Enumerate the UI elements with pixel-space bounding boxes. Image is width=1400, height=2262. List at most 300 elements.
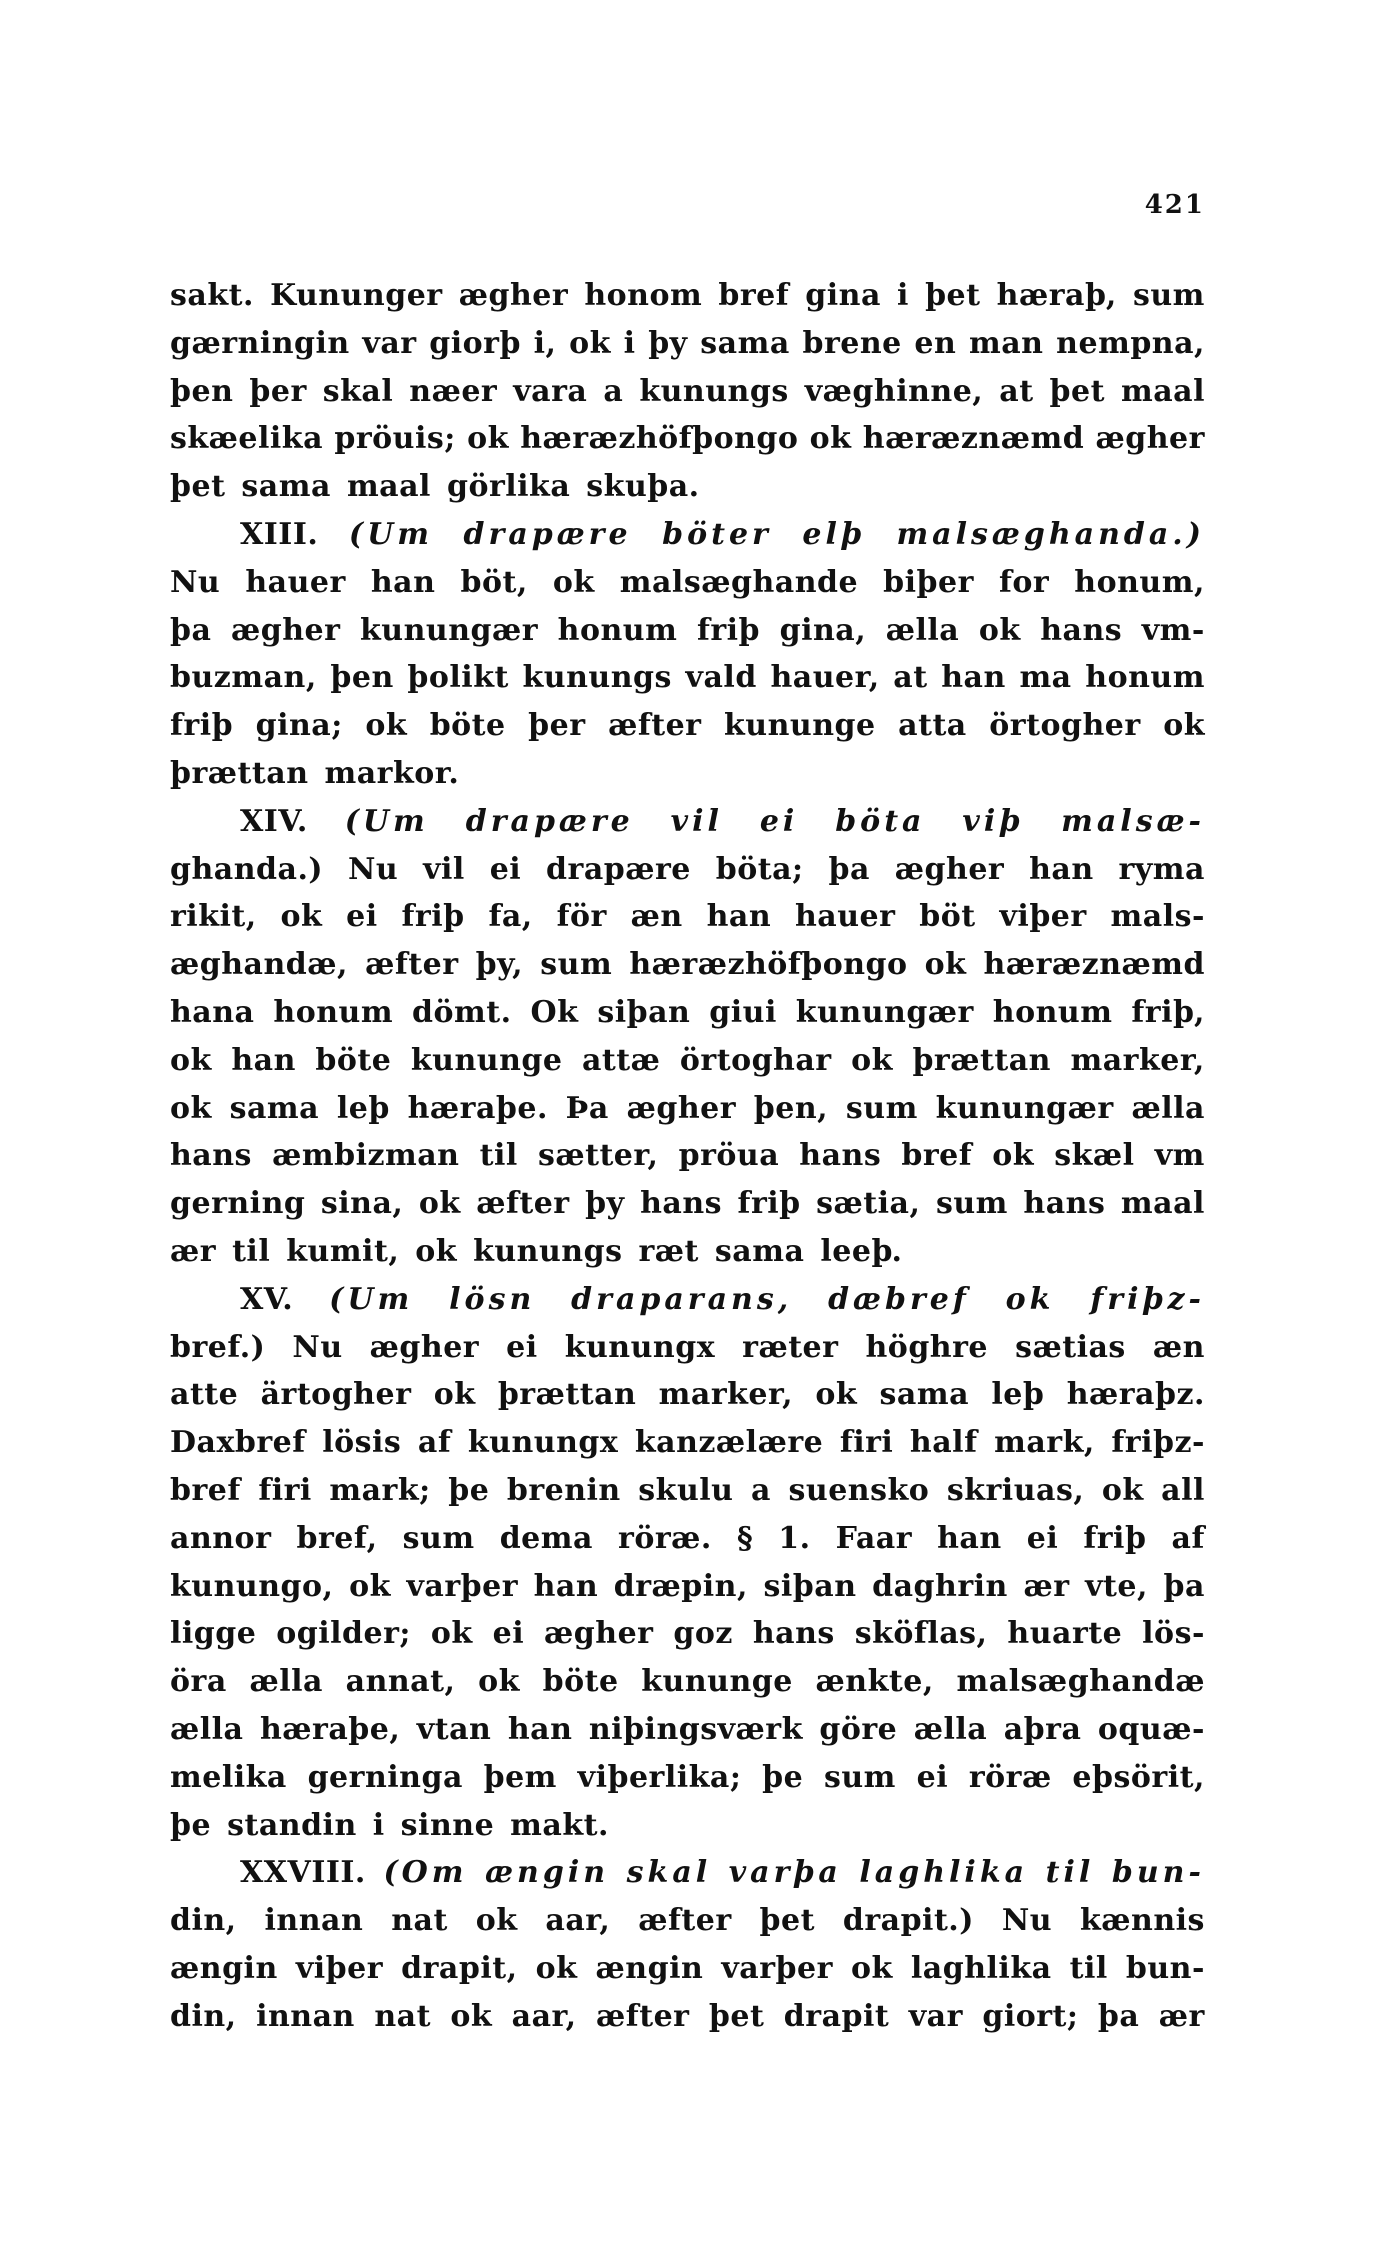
word: Ok [530, 994, 579, 1030]
word: æfter [608, 708, 702, 744]
word: firi [839, 1425, 894, 1461]
word: þrættan [170, 755, 309, 791]
word: i [372, 1807, 385, 1843]
word: ængin [485, 1855, 610, 1891]
word: atte [170, 1377, 239, 1413]
word: honum [273, 994, 394, 1030]
word: göre [819, 1711, 898, 1747]
word: sætias [1015, 1329, 1126, 1365]
word: hauer, [770, 660, 880, 696]
word: sætter, [537, 1138, 659, 1174]
text-line [170, 708, 1205, 756]
word: ei [1026, 1520, 1059, 1556]
word: þolikt [407, 660, 509, 696]
text-line [170, 1712, 1205, 1760]
word: kunungs [639, 373, 789, 409]
word: malsæghande [619, 564, 859, 600]
section-heading-line [170, 517, 1205, 565]
word: attæ [581, 1042, 661, 1078]
word: hæræzhöfþongo [629, 947, 908, 983]
word: i, [533, 325, 557, 361]
word: hauer [245, 564, 346, 600]
word: kanzælære [634, 1425, 824, 1461]
word: marker, [1070, 1042, 1205, 1078]
word: ok [1101, 1472, 1144, 1508]
word: skulu [638, 1472, 734, 1508]
word: daghrin [872, 1568, 1008, 1604]
word: til [479, 1138, 518, 1174]
word: böta [835, 803, 926, 839]
word: (Um [329, 1281, 414, 1317]
word: ok [978, 612, 1021, 648]
text-line [170, 1043, 1205, 1091]
word: ghanda.) [170, 851, 324, 887]
word: (Om [383, 1855, 468, 1891]
word: vara [513, 373, 588, 409]
word: ma [1019, 660, 1072, 696]
word: kunungo, [170, 1568, 334, 1604]
word: ryma [1118, 851, 1205, 887]
word: friþ [696, 612, 761, 648]
text-line [170, 1616, 1205, 1664]
word: friþ [170, 708, 234, 744]
word: hans [799, 1138, 882, 1174]
text-line [170, 756, 1205, 804]
word: böt, [460, 564, 528, 600]
text-line [170, 1234, 1205, 1282]
word: mals- [1110, 899, 1205, 935]
word: han [706, 899, 772, 935]
word: siþan [597, 994, 691, 1030]
word: ligge [170, 1616, 257, 1652]
text-line [170, 469, 1205, 517]
word: kunungs [522, 660, 672, 696]
word: melika [170, 1759, 287, 1795]
word: af [417, 1425, 452, 1461]
word: ægher [1095, 421, 1205, 457]
word: þe [448, 1472, 490, 1508]
section-heading-line [170, 804, 1205, 852]
text-line [170, 995, 1205, 1043]
word: af [1171, 1520, 1205, 1556]
word: ænkte, [815, 1664, 934, 1700]
word: æfter [365, 947, 459, 983]
word: ok [170, 1042, 212, 1078]
word: Nu [170, 564, 221, 600]
word: hans [170, 1138, 252, 1174]
word: viþerlika; [577, 1759, 742, 1795]
word: sum [823, 1759, 896, 1795]
word: ei [506, 1329, 538, 1365]
word: Faar [835, 1520, 913, 1556]
word: ei [759, 803, 799, 839]
word: all [1161, 1472, 1205, 1508]
word: annor [170, 1520, 272, 1556]
word: hæraþz. [1066, 1377, 1205, 1413]
word: sama [229, 1090, 320, 1126]
word: at [999, 373, 1034, 409]
word: ok [418, 1186, 461, 1222]
word: dömt. [412, 994, 512, 1030]
word: ælla [1131, 1090, 1205, 1126]
word: kunungx [564, 1329, 716, 1365]
word: sama [241, 469, 331, 505]
word: vm [1154, 1138, 1205, 1174]
word: ok [349, 1568, 391, 1604]
word: nat [391, 1903, 448, 1939]
word: æn [1152, 1329, 1205, 1365]
word: siþan [763, 1568, 857, 1604]
word: þet [1049, 373, 1105, 409]
word: Nu [1001, 1903, 1053, 1939]
word: standin [227, 1807, 357, 1843]
word: gærningin [170, 325, 350, 361]
word: innan [256, 1998, 355, 2034]
word: vil [670, 803, 723, 839]
word: vm- [1141, 612, 1205, 648]
word: öra [170, 1664, 227, 1700]
text-line [170, 374, 1205, 422]
word: ok [924, 947, 967, 983]
word: honum [1085, 660, 1205, 696]
word: böter [662, 516, 772, 552]
word: giorþ [429, 325, 521, 361]
word: ok [170, 1090, 212, 1126]
word: hans [1023, 1186, 1106, 1222]
word: han [1029, 851, 1094, 887]
text-line [170, 1377, 1205, 1425]
word: suensko [788, 1472, 930, 1508]
word: ok [478, 1664, 520, 1700]
word: viþer [999, 899, 1087, 935]
word: sakt. [170, 278, 254, 313]
word: drapit [783, 1998, 890, 2034]
word: aþra [1003, 1711, 1082, 1747]
word: bun- [1111, 1855, 1205, 1891]
word: honum [992, 994, 1113, 1030]
word: XIII. [240, 516, 319, 552]
word: oquæ- [1097, 1711, 1205, 1747]
word: han [231, 1042, 296, 1078]
page-number: 421 [1144, 190, 1205, 220]
word: innan [264, 1903, 364, 1939]
word: goz [673, 1616, 733, 1652]
word: þet [925, 278, 981, 313]
word: bref, [296, 1520, 378, 1556]
text-line [170, 1760, 1205, 1808]
word: ok [450, 1998, 493, 2034]
word: ok [535, 1950, 578, 1986]
word: fa, [488, 899, 533, 935]
word: skal [322, 373, 394, 409]
word: man [969, 325, 1044, 361]
word: ok [433, 1377, 476, 1413]
word: kununge [724, 708, 876, 744]
word: gina; [255, 708, 343, 744]
word: drapære [546, 851, 691, 887]
word: böte [315, 1042, 392, 1078]
word: varþa [728, 1855, 842, 1891]
word: þet [759, 1903, 815, 1939]
word: böte [429, 708, 506, 744]
word: hæraþ, [996, 278, 1117, 313]
word: þy [585, 1186, 625, 1222]
word: ei [916, 1759, 949, 1795]
word: bref.) [170, 1329, 266, 1365]
word: han [533, 1568, 599, 1604]
word: hæræznæmd [862, 421, 1085, 457]
text-line [170, 565, 1205, 613]
word: malsæghanda.) [896, 516, 1205, 552]
word: aar, [511, 1998, 577, 2034]
word: til [1045, 1855, 1095, 1891]
word: sina, [320, 1186, 404, 1222]
word: röræ. [618, 1520, 712, 1556]
word: din, [170, 1903, 237, 1939]
word: makt. [510, 1807, 609, 1843]
text-line [170, 1808, 1205, 1856]
word: sætia, [816, 1186, 921, 1222]
word: hana [170, 994, 255, 1030]
word: þer [528, 708, 586, 744]
word: ei [489, 851, 522, 887]
text-line [170, 1903, 1205, 1951]
word: ægher [458, 278, 569, 313]
word: sama [879, 1377, 970, 1413]
word: at [893, 660, 928, 696]
word: böt [919, 899, 976, 935]
word: viþer [295, 1950, 384, 1986]
word: hæræznæmd [983, 947, 1205, 983]
word: ok [992, 1138, 1035, 1174]
word: sum [540, 947, 613, 983]
word: æghandæ, [170, 947, 348, 983]
word: til [1069, 1950, 1108, 1986]
word: ok [467, 421, 509, 457]
word: XIV. [240, 803, 308, 839]
word: þe [762, 1759, 804, 1795]
word: a [603, 373, 624, 409]
word: ægher [894, 851, 1005, 887]
word: þa [170, 612, 212, 648]
word: pröuis; [334, 421, 456, 457]
word: ægher [626, 1090, 737, 1126]
word: friþ, [1131, 994, 1205, 1030]
word: rikit, [170, 899, 257, 935]
word: ok [569, 325, 611, 361]
word: ær [1158, 1998, 1205, 2034]
word: maal [1120, 373, 1205, 409]
word: kumit, [286, 1233, 400, 1269]
word: þa [1097, 1998, 1140, 2034]
word: ok [415, 1233, 458, 1269]
word: sum [402, 1520, 475, 1556]
word: hæraþe, [259, 1711, 401, 1747]
word: giui [709, 994, 777, 1030]
word: ælla [170, 1711, 244, 1747]
word: hans [1040, 612, 1123, 648]
word: höghre [865, 1329, 989, 1365]
word: ok [430, 1616, 473, 1652]
word: kunungær [935, 1090, 1114, 1126]
word: i [897, 278, 909, 313]
word: ärtogher [260, 1377, 412, 1413]
text-line [170, 947, 1205, 995]
word: ok [365, 708, 408, 744]
word: draparans, [571, 1281, 793, 1317]
word: kununge [410, 1042, 563, 1078]
word: bref [901, 1138, 973, 1174]
word: hans [752, 1616, 835, 1652]
word: Daxbref [170, 1425, 306, 1461]
section-heading-line [170, 1282, 1205, 1330]
word: han [370, 564, 436, 600]
text-line [170, 421, 1205, 469]
word: æfter [638, 1903, 732, 1939]
word: ægher [369, 1329, 480, 1365]
word: han [941, 660, 1006, 696]
word: dræpin, [613, 1568, 748, 1604]
word: drapære [465, 803, 634, 839]
word: maal [1120, 1186, 1205, 1222]
word: hæræzhöfþongo [520, 421, 799, 457]
word: half [909, 1425, 978, 1461]
word: görlika [446, 469, 571, 505]
word: malsæghandæ [956, 1664, 1205, 1700]
word: en [914, 325, 957, 361]
word: skuþa. [586, 469, 700, 505]
text-line [170, 1330, 1205, 1378]
word: firi [258, 1472, 312, 1508]
word: (Um [348, 516, 433, 552]
word: þet [708, 1998, 765, 2034]
word: leþ [336, 1090, 390, 1126]
word: nat [374, 1998, 431, 2034]
word: elþ [802, 516, 866, 552]
word: vte, [1085, 1568, 1148, 1604]
word: örtoghar [679, 1042, 832, 1078]
word: kununge [641, 1664, 793, 1700]
word: til [232, 1233, 271, 1269]
text-line [170, 1521, 1205, 1569]
word: ok [475, 1903, 518, 1939]
word: lösn [449, 1281, 536, 1317]
word: friþz- [1090, 1281, 1205, 1317]
word: ok [1163, 708, 1205, 744]
word: ok [815, 1377, 858, 1413]
word: gina, [779, 612, 867, 648]
word: æn [630, 899, 683, 935]
word: sama [700, 325, 790, 361]
text-line [170, 852, 1205, 900]
text-line [170, 1664, 1205, 1712]
word: var [908, 1998, 963, 2034]
word: Nu [347, 851, 399, 887]
word: skriuas, [946, 1472, 1085, 1508]
word: hæraþe. [407, 1090, 548, 1126]
word: för [556, 899, 607, 935]
word: vtan [416, 1711, 492, 1747]
text-line [170, 1186, 1205, 1234]
word: sum [1132, 278, 1205, 313]
word: mark; [329, 1472, 431, 1508]
word: honom [584, 278, 703, 313]
word: bun- [1125, 1950, 1205, 1986]
word: þe [170, 1807, 212, 1843]
text-line [170, 1951, 1205, 1999]
text-line [170, 899, 1205, 947]
word: ægher [544, 1616, 654, 1652]
word: þen, [753, 1090, 829, 1126]
word: kunungs [473, 1233, 623, 1269]
word: ræter [742, 1329, 839, 1365]
word: leþ [991, 1377, 1045, 1413]
word: i [623, 325, 636, 361]
word: kunungær [360, 612, 539, 648]
word: markor. [324, 755, 460, 791]
text-line [170, 278, 1205, 326]
word: niþingsværk [588, 1711, 803, 1747]
text-line [170, 613, 1205, 661]
word: huarte [1007, 1616, 1123, 1652]
word: vald [685, 660, 757, 696]
word: sköflas, [854, 1616, 988, 1652]
word: brene [802, 325, 902, 361]
word: drapære [463, 516, 632, 552]
word: han [937, 1520, 1002, 1556]
word: ei [346, 899, 378, 935]
word: næer [409, 373, 498, 409]
text-line [170, 1138, 1205, 1186]
text-line [170, 326, 1205, 374]
word: dema [499, 1520, 593, 1556]
word: ok [1005, 1281, 1055, 1317]
word: aar, [545, 1903, 611, 1939]
word: æfter [476, 1186, 570, 1222]
word: pröua [678, 1138, 780, 1174]
word: viþ [962, 803, 1025, 839]
word: (Um [344, 803, 429, 839]
word: sama [714, 1233, 805, 1269]
word: kunungær [795, 994, 974, 1030]
word: hans [640, 1186, 723, 1222]
word: a [751, 1472, 771, 1508]
word: dæbref [828, 1281, 970, 1317]
word: ælla [249, 1664, 323, 1700]
word: ægher [231, 612, 341, 648]
word: lös- [1142, 1616, 1205, 1652]
word: þy, [475, 947, 524, 983]
word: ok [809, 421, 852, 457]
word: skal [626, 1855, 712, 1891]
word: buzman, [170, 660, 317, 696]
word: þrættan [497, 1377, 637, 1413]
word: friþz- [1111, 1425, 1205, 1461]
word: æfter [596, 1998, 690, 2034]
word: gerninga [307, 1759, 463, 1795]
word: þen [330, 660, 394, 696]
word: ogilder; [276, 1616, 411, 1652]
word: þa [1163, 1568, 1205, 1604]
word: ængin [595, 1950, 704, 1986]
word: XXVIII. [240, 1855, 366, 1891]
text-line [170, 1473, 1205, 1521]
word: atta [898, 708, 967, 744]
word: gerning [170, 1186, 306, 1222]
word: ælla [913, 1711, 988, 1747]
word: væghinne, [804, 373, 984, 409]
text-line [170, 1569, 1205, 1617]
